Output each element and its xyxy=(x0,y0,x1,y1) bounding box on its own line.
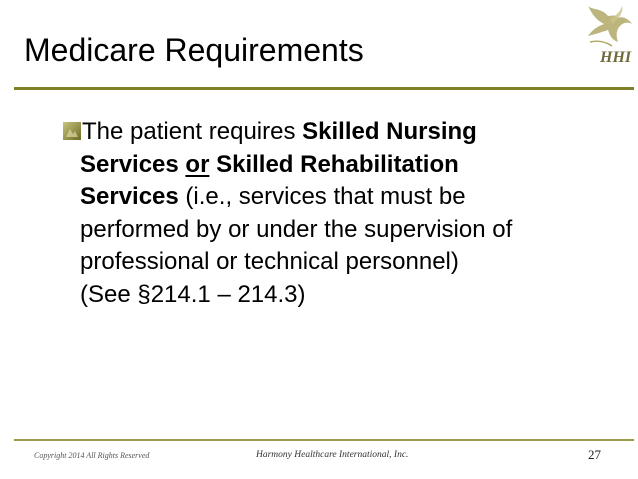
bullet-text xyxy=(82,116,622,312)
bullet-segment: Skilled Nursing xyxy=(302,118,477,145)
footer-divider xyxy=(14,439,634,441)
bullet-segment: The patient requires xyxy=(82,118,303,145)
bullet-line xyxy=(80,214,622,247)
bullet-segment: performed by or under the supervision of xyxy=(80,215,513,243)
bullet-segment: Services xyxy=(80,150,186,178)
bullet-line xyxy=(80,149,622,182)
title-divider xyxy=(14,87,634,90)
olive-square-bullet-icon xyxy=(62,121,82,141)
bullet-line xyxy=(80,181,622,214)
bullet-line xyxy=(80,246,622,279)
footer-company: Harmony Healthcare International, Inc. xyxy=(256,450,409,460)
bullet-segment: professional or technical personnel) xyxy=(80,248,459,276)
bullet-segment: (i.e., services that must be xyxy=(178,183,466,211)
page-number: 27 xyxy=(588,447,601,462)
bullet-line xyxy=(80,279,622,312)
bullet-line xyxy=(82,116,622,149)
footer-copyright: Copyright 2014 All Rights Reserved xyxy=(34,451,150,460)
logo-lettering: HHI xyxy=(600,49,632,66)
slide-title: Medicare Requirements xyxy=(24,32,364,68)
hhi-dove-logo xyxy=(578,6,636,68)
bullet-segment: (See §214.1 – 214.3) xyxy=(80,280,306,308)
bullet-segment: Skilled Rehabilitation xyxy=(209,150,459,178)
bullet-segment: Services xyxy=(80,183,179,211)
bullet-segment: or xyxy=(185,150,210,178)
